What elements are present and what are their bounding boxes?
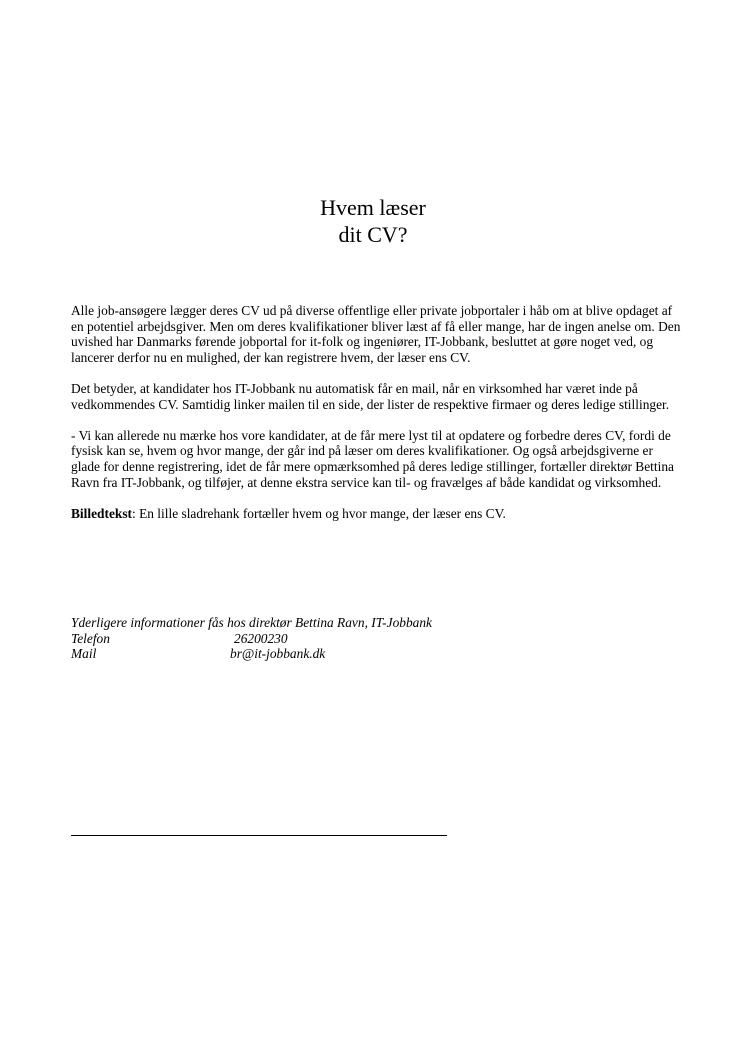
document-title <box>0 194 746 248</box>
contact-intro: Yderligere informationer fås hos direktør Bettina Ravn, IT-Jobbank <box>71 615 433 630</box>
caption-text: : En lille sladrehank fortæller hvem og hvor mange, der læser ens CV. <box>132 505 506 521</box>
contact-mail-row <box>71 646 432 662</box>
title-line-2: dit CV? <box>338 222 408 247</box>
paragraph-quote: - Vi kan allerede nu mærke hos vore kandidater, at de får mere lyst til at opdatere og forbedre deres CV, fordi de fysisk kan se, hvem og hvor mange, der går ind på læser om deres kvalifikationer. Og også arbejdsgiverne er glade for denne registrering, idet de får mere opmærksomhed på deres ledige stillinger, fortæller direktør Bettina Ravn fra IT-Jobbank, og tilføjer, at denne ekstra service kan til- og fravælges af både kandidat og virksomhed. <box>71 427 674 490</box>
mail-label: Mail <box>71 646 97 662</box>
caption-label: Billedtekst <box>71 505 133 521</box>
image-caption <box>71 506 681 522</box>
footnote-separator <box>71 835 447 836</box>
contact-info <box>71 615 432 662</box>
paragraph-intro: Alle job-ansøgere lægger deres CV ud på diverse offentlige eller private jobportaler i håb om at blive opdaget af en potentiel arbejdsgiver. Men om deres kvalifikationer bliver læst af få eller mange, har de ingen anelse om. Den uvished har Danmarks førende jobportal for it-folk og ingeniører, IT-Jobbank, besluttet at gøre noget ved, og lancerer derfor nu en mulighed, der kan registrere hvem, der læser ens CV. <box>71 303 681 365</box>
contact-phone-row <box>71 631 432 647</box>
title-line-1: Hvem læser <box>320 195 426 220</box>
paragraph-details: Det betyder, at kandidater hos IT-Jobbank nu automatisk får en mail, når en virksomhed har været inde på vedkommendes CV. Samtidig linker mailen til en side, der lister de respektive firmaer og deres ledige stillinger. <box>71 380 670 412</box>
mail-value: br@it-jobbank.dk <box>230 646 326 662</box>
phone-label: Telefon <box>71 630 110 646</box>
phone-value: 26200230 <box>234 630 288 646</box>
article-body <box>71 303 681 537</box>
